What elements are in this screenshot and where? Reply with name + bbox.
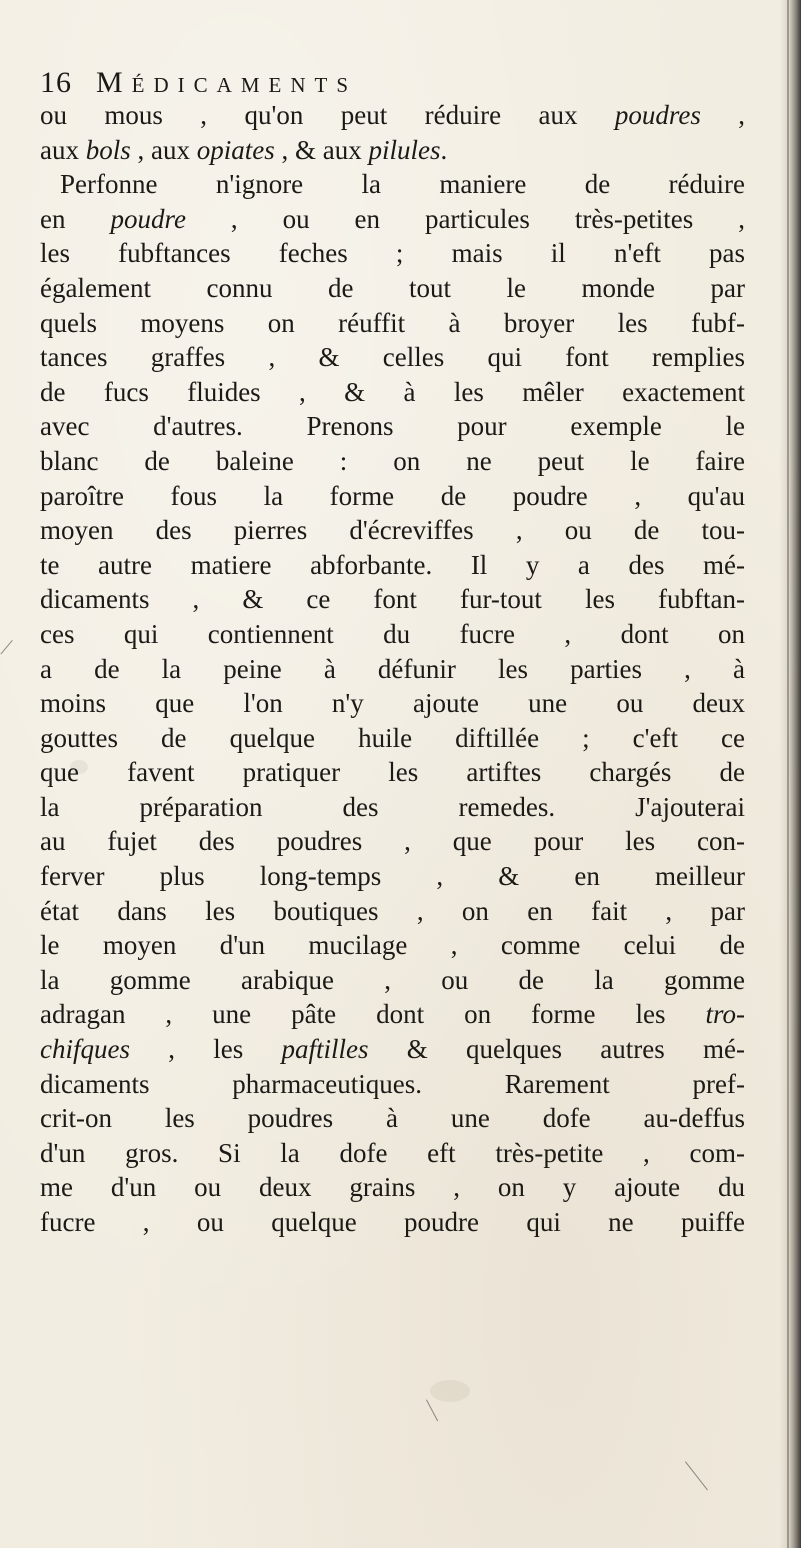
text-line: gouttes de quelque huile diftillée ; c'eft ce	[40, 722, 745, 753]
text-line: quels moyens on réuffit à broyer les fubf-	[40, 307, 745, 338]
text-line: dicaments , & ce font fur-tout les fubftan-	[40, 584, 745, 615]
text-line: ferver plus long-temps , & en meilleur	[40, 861, 745, 892]
body-text	[40, 98, 745, 1240]
text-line: blanc de baleine : on ne peut le faire	[40, 445, 745, 476]
text-line: moyen des pierres d'écreviffes , ou de tou-	[40, 515, 745, 546]
text-line: fucre , ou quelque poudre qui ne puiffe	[40, 1207, 745, 1237]
paper-stain	[430, 1380, 470, 1402]
text-line: adragan , une pâte dont on forme les tro-	[40, 999, 745, 1030]
text-line: ou mous , qu'on peut réduire aux poudres ,	[40, 100, 746, 130]
text-line: crit-on les poudres à une dofe au-deffus	[40, 1103, 745, 1134]
running-title: Médicaments	[96, 66, 358, 99]
text-line: d'un gros. Si la dofe eft très-petite , com-	[40, 1137, 745, 1168]
page-number: 16	[40, 66, 72, 99]
text-line: la gomme arabique , ou de la gomme	[40, 964, 745, 995]
text-line: dicaments pharmaceutiques. Rarement pref-	[40, 1068, 745, 1099]
binding-edge	[779, 0, 801, 1548]
text-line: avec d'autres. Prenons pour exemple le	[40, 411, 745, 442]
text-line: au fujet des poudres , que pour les con-	[40, 826, 745, 857]
binding-line	[787, 0, 789, 1548]
text-line: que favent pratiquer les artiftes chargés de	[40, 757, 745, 788]
text-line: Perfonne n'ignore la maniere de réduire	[60, 169, 745, 200]
text-line: moins que l'on n'y ajoute une ou deux	[40, 688, 745, 719]
text-line: te autre matiere abforbante. Il y a des mé-	[40, 549, 745, 580]
text-line: me d'un ou deux grains , on y ajoute du	[40, 1172, 745, 1203]
text-line: en poudre , ou en particules très-petites ,	[40, 203, 745, 234]
text-line: le moyen d'un mucilage , comme celui de	[40, 930, 745, 961]
text-line: a de la peine à défunir les parties , à	[40, 653, 745, 684]
text-line: de fucs fluides , & à les mêler exactement	[40, 376, 745, 407]
text-line: chifques , les paftilles & quelques autres mé-	[40, 1034, 745, 1065]
text-line: ces qui contiennent du fucre , dont on	[40, 618, 745, 649]
text-line: la préparation des remedes. J'ajouterai	[40, 791, 745, 822]
text-line: également connu de tout le monde par	[40, 272, 745, 303]
text-line: état dans les boutiques , on en fait , par	[40, 895, 745, 926]
text-line: tances graffes , & celles qui font remplies	[40, 342, 745, 373]
text-line: les fubftances feches ; mais il n'eft pas	[40, 238, 745, 269]
text-line: aux bols , aux opiates , & aux pilules.	[40, 134, 448, 165]
text-line: paroître fous la forme de poudre , qu'au	[40, 480, 745, 511]
